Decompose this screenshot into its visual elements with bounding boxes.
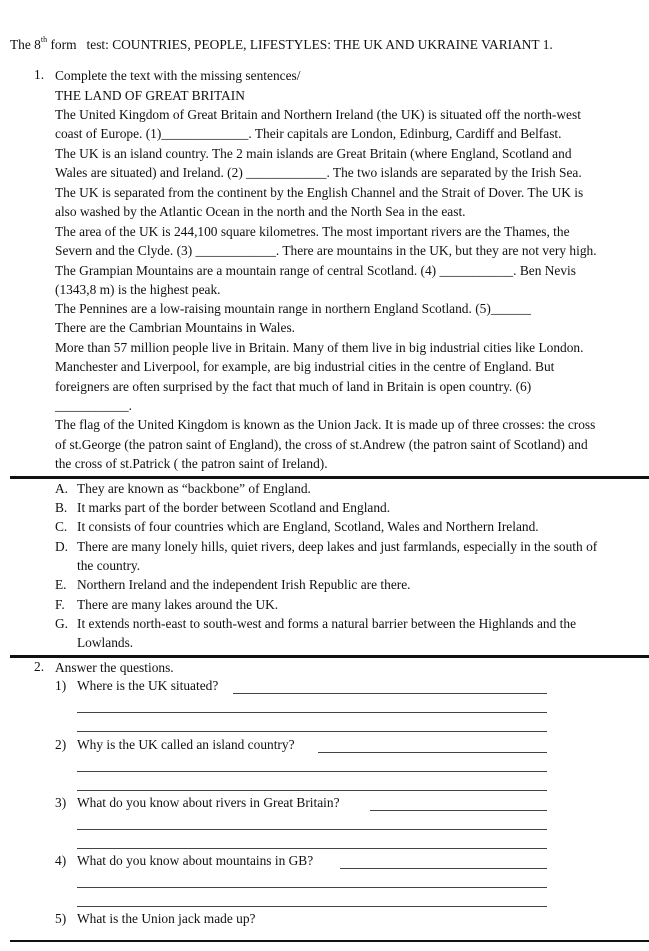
answer-line[interactable] (77, 887, 547, 888)
answer-line[interactable] (77, 790, 547, 791)
grade-sup: th (40, 35, 48, 44)
question-text: What do you know about rivers in Great Britain? (77, 795, 340, 810)
passage-line: foreigners are often surprised by the fact that much of land in Britain is open country. (6) (55, 379, 532, 394)
answer-line[interactable] (77, 829, 547, 830)
answer-line[interactable] (77, 731, 547, 732)
question-number: 5) (55, 911, 67, 926)
divider (10, 940, 649, 942)
question-number: 3) (55, 795, 67, 810)
passage-line: The United Kingdom of Great Britain and Northern Ireland (the UK) is situated off the north-west (55, 107, 581, 122)
page-title (10, 37, 553, 53)
question-text: Why is the UK called an island country? (77, 737, 295, 752)
passage-line: Wales are situated) and Ireland. (2) ____________. The two islands are separated by the Irish Sea. (55, 165, 582, 180)
task2-instruction: Answer the questions. (55, 660, 174, 675)
passage-line: Manchester and Liverpool, for example, are big industrial cities in the centre of England. But (55, 359, 555, 374)
passage-line: The Pennines are a low-raising mountain range in northern England Scotland. (5)______ (55, 301, 531, 316)
passage-line: of st.George (the patron saint of England), the cross of st.Andrew (the patron saint of Scotland) and (55, 437, 588, 452)
answer-line[interactable] (77, 712, 547, 713)
passage-line: The UK is an island country. The 2 main islands are Great Britain (where England, Scotland and (55, 146, 572, 161)
passage-line: More than 57 million people live in Britain. Many of them live in big industrial cities like London. (55, 340, 584, 355)
answer-line[interactable] (233, 693, 547, 694)
grade-suffix: form (47, 37, 77, 52)
passage-line: The flag of the United Kingdom is known as the Union Jack. It is made up of three crosses: the cross (55, 417, 596, 432)
passage-line: the cross of st.Patrick ( the patron saint of Ireland). (55, 456, 328, 471)
passage-line: coast of Europe. (1)_____________. Their capitals are London, Edinburg, Cardiff and Belfast. (55, 126, 562, 141)
passage-line: The Grampian Mountains are a mountain range of central Scotland. (4) ___________. Ben Nevis (55, 263, 576, 278)
passage-line: The UK is separated from the continent by the English Channel and the Strait of Dover. The UK is (55, 185, 584, 200)
task1-instruction: Complete the text with the missing sentences/ (55, 68, 301, 83)
passage-line: also washed by the Atlantic Ocean in the north and the North Sea in the east. (55, 204, 466, 219)
answer-line[interactable] (77, 906, 547, 907)
question-number: 1) (55, 678, 67, 693)
grade-prefix: The 8 (10, 37, 41, 52)
passage-line: There are the Cambrian Mountains in Wales. (55, 320, 296, 335)
passage-line: ___________. (55, 398, 132, 413)
task2-number: 2. (34, 659, 45, 674)
question-text: What is the Union jack made up? (77, 911, 256, 926)
passage-line: (1343,8 m) is the highest peak. (55, 282, 221, 297)
test-title: test: COUNTRIES, PEOPLE, LIFESTYLES: THE UK AND UKRAINE VARIANT 1. (86, 37, 553, 52)
answer-line[interactable] (318, 752, 547, 753)
answer-line[interactable] (77, 771, 547, 772)
passage-line: Severn and the Clyde. (3) ____________. There are mountains in the UK, but they are not very high. (55, 243, 597, 258)
answer-line[interactable] (340, 868, 547, 869)
question-text: Where is the UK situated? (77, 678, 219, 693)
answer-line[interactable] (77, 848, 547, 849)
question-number: 2) (55, 737, 67, 752)
task1-number: 1. (34, 67, 45, 82)
passage-line: The area of the UK is 244,100 square kilometres. The most important rivers are the Thames, the (55, 224, 570, 239)
question-text: What do you know about mountains in GB? (77, 853, 314, 868)
task1-heading: THE LAND OF GREAT BRITAIN (55, 88, 245, 103)
answer-line[interactable] (370, 810, 547, 811)
question-number: 4) (55, 853, 67, 868)
